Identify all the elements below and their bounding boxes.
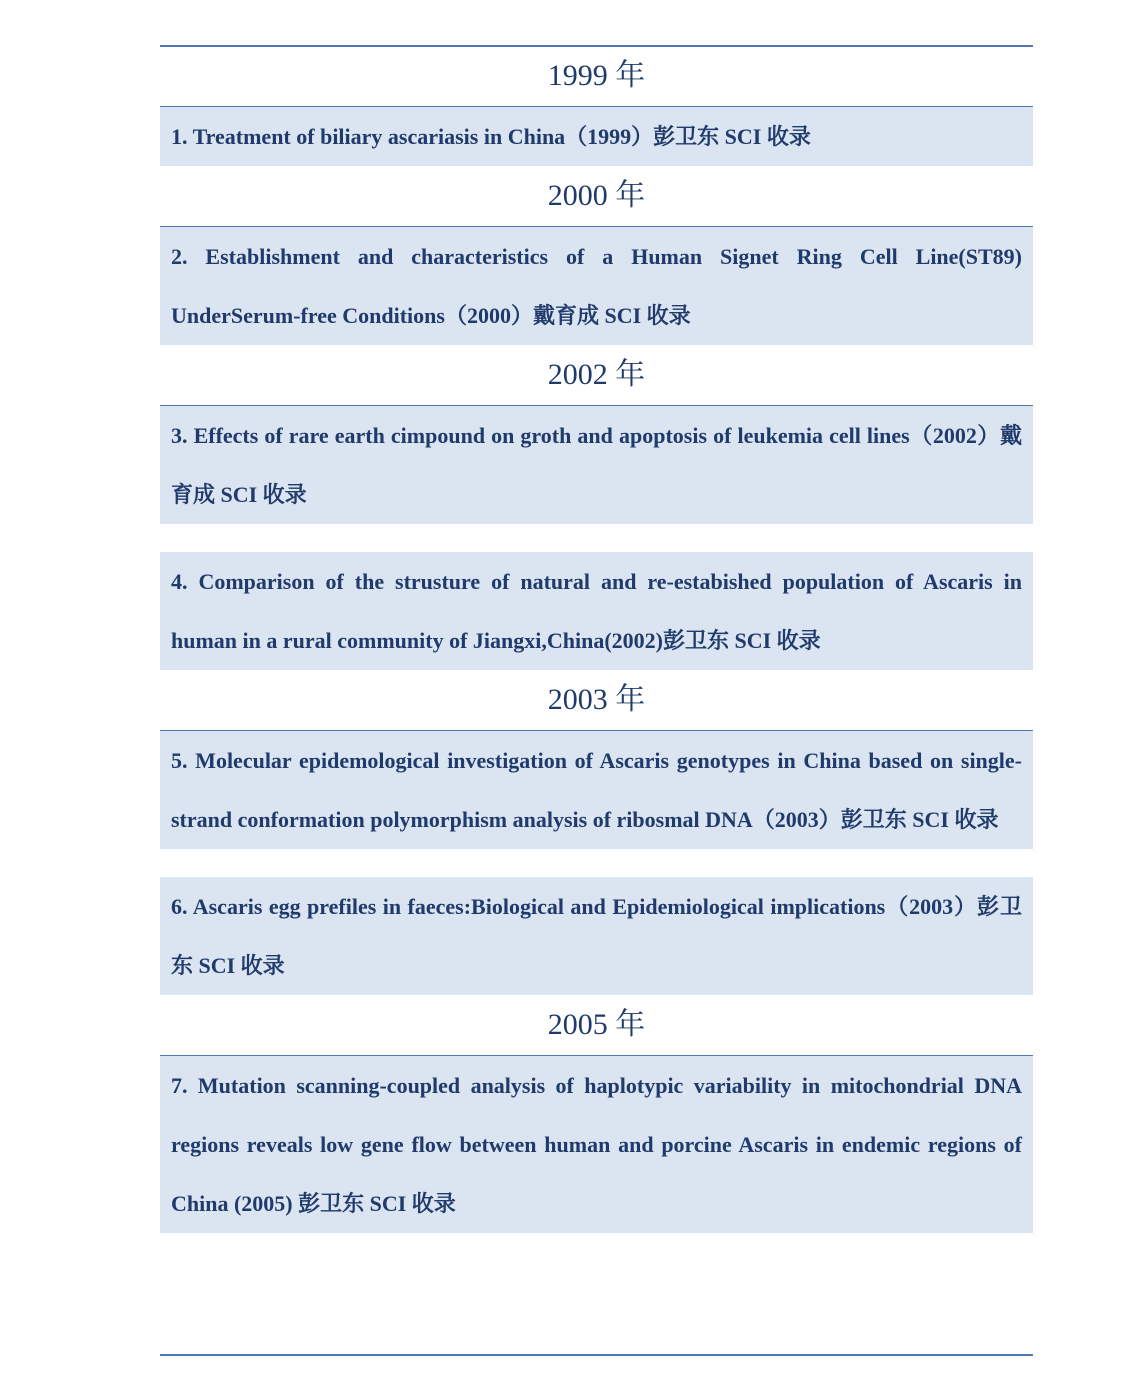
publication-entry-2: 2. Establishment and characteristics of a Human Signet Ring Cell Line(ST89) UnderSerum-free Conditions（2000）戴育成 SCI 收录 [160,227,1033,345]
publication-entry-6: 6. Ascaris egg prefiles in faeces:Biological and Epidemiological implications（2003）彭卫东 SCI 收录 [160,877,1033,995]
year-heading-2003: 2003 年 [160,670,1033,731]
bottom-rule [160,1354,1033,1356]
publication-entry-7: 7. Mutation scanning-coupled analysis of haplotypic variability in mitochondrial DNA regions reveals low gene flow between human and porcine Ascaris in endemic regions of China (2005) 彭卫东 SCI 收录 [160,1056,1033,1233]
section-gap [160,849,1033,877]
publication-entry-3: 3. Effects of rare earth cimpound on groth and apoptosis of leukemia cell lines（2002）戴育成 SCI 收录 [160,406,1033,524]
publication-list [160,46,1033,1233]
year-heading-1999: 1999 年 [160,46,1033,107]
year-heading-2000: 2000 年 [160,166,1033,227]
publication-entry-5: 5. Molecular epidemological investigation of Ascaris genotypes in China based on single-strand conformation polymorphism analysis of ribosmal DNA（2003）彭卫东 SCI 收录 [160,731,1033,849]
section-gap [160,524,1033,552]
publication-entry-1: 1. Treatment of biliary ascariasis in China（1999）彭卫东 SCI 收录 [160,107,1033,166]
publication-entry-4: 4. Comparison of the strusture of natural and re-estabished population of Ascaris in human in a rural community of Jiangxi,China(2002)彭卫东 SCI 收录 [160,552,1033,670]
year-heading-2005: 2005 年 [160,995,1033,1056]
year-heading-2002: 2002 年 [160,345,1033,406]
